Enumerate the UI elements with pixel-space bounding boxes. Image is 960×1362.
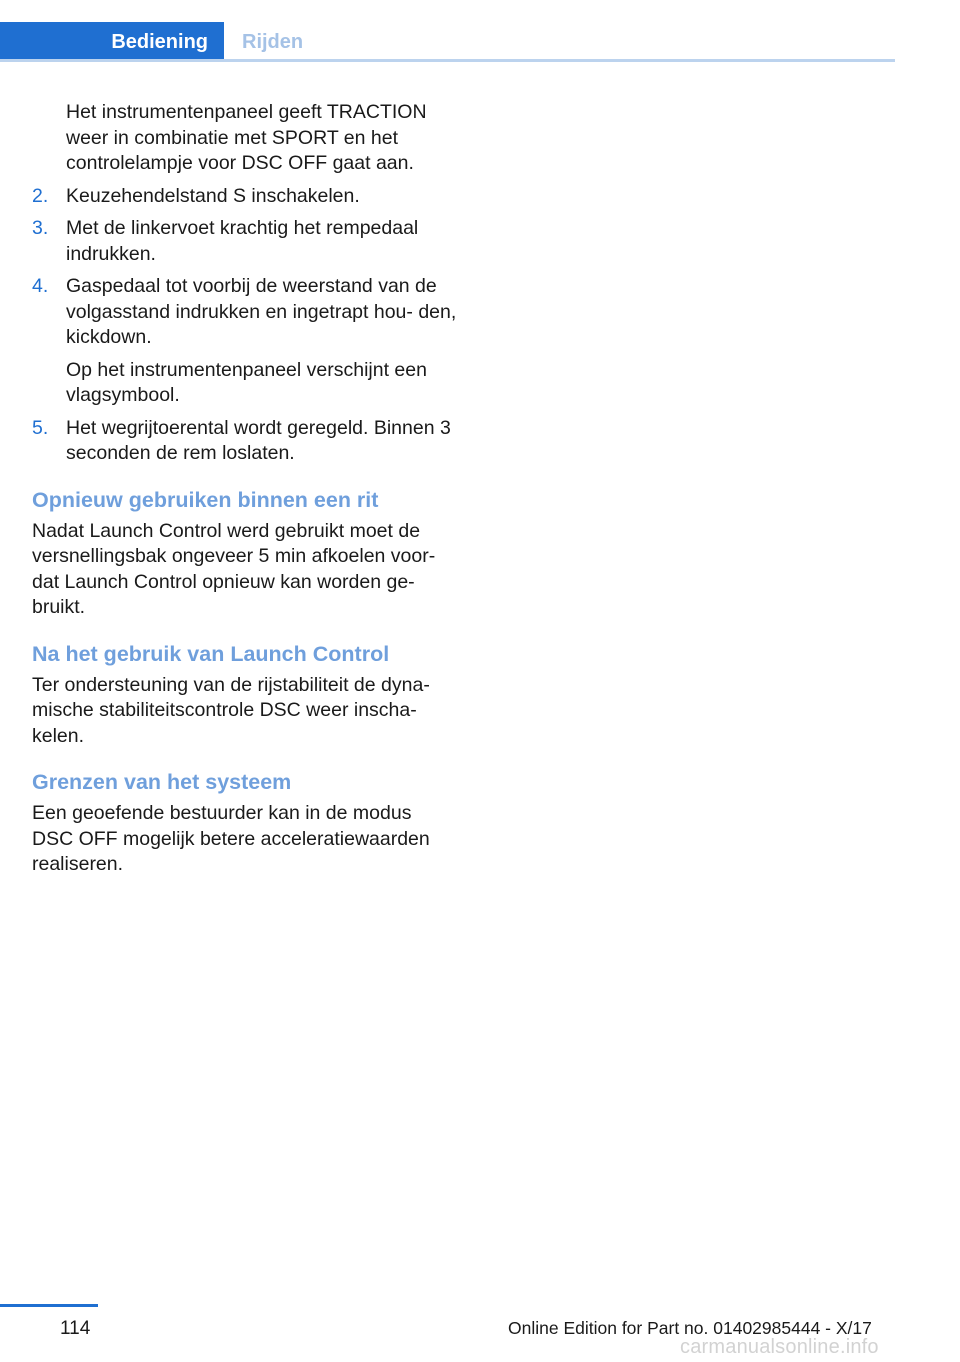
list-text: Gaspedaal tot voorbij de weerstand van de volgasstand indrukken en ingetrapt hou- den, kickdown. — [66, 275, 457, 348]
list-item — [32, 416, 457, 467]
section-heading: Opnieuw gebruiken binnen een rit — [32, 487, 379, 512]
list-text: Met de linkervoet krachtig het rempedaal indrukken. — [66, 217, 419, 265]
list-item — [32, 274, 457, 351]
section-body: Een geoefende bestuurder kan in de modus DSC OFF mogelijk betere acceleratiewaarden realiseren. — [32, 802, 430, 875]
page-number: 114 — [60, 1318, 91, 1339]
tab-bar-rule — [0, 59, 895, 62]
intro-paragraph: Het instrumentenpaneel geeft TRACTION weer in combinatie met SPORT en het controlelampje voor DSC OFF gaat aan. — [66, 101, 427, 174]
list-item — [32, 184, 457, 210]
tab-bediening[interactable] — [0, 22, 224, 62]
list-text: Keuzehendelstand S inschakelen. — [66, 184, 360, 207]
list-text: Het wegrijtoerental wordt geregeld. Binnen 3 seconden de rem loslaten. — [66, 416, 451, 464]
main-content — [32, 100, 457, 878]
list-number: 5. — [32, 416, 49, 439]
list-item — [32, 216, 457, 267]
section-heading: Grenzen van het systeem — [32, 770, 292, 794]
tab-rijden-label: Rijden — [242, 30, 304, 53]
section-body: Nadat Launch Control werd gebruikt moet de versnellingsbak ongeveer 5 min afkoelen voor- dat Launch Control opnieuw kan worden ge- bruikt. — [32, 519, 436, 618]
list-number: 3. — [32, 217, 49, 239]
section-heading: Na het gebruik van Launch Control — [32, 641, 390, 666]
footer-rule — [0, 1304, 98, 1307]
list-number: 4. — [32, 275, 49, 297]
list-continuation: Op het instrumentenpaneel verschijnt een vlagsymbool. — [66, 358, 427, 406]
top-tab-bar — [0, 22, 895, 62]
tab-bediening-label: Bediening — [111, 30, 208, 53]
list-number: 2. — [32, 184, 49, 207]
watermark: carmanualsonline.info — [680, 1336, 879, 1358]
section-body: Ter ondersteuning van de rijstabiliteit de dyna- mische stabiliteitscontrole DSC weer inscha- kelen. — [32, 673, 430, 747]
edition-text: Online Edition for Part no. 01402985444 - X/17 — [508, 1318, 872, 1338]
tab-rijden[interactable] — [242, 22, 303, 62]
